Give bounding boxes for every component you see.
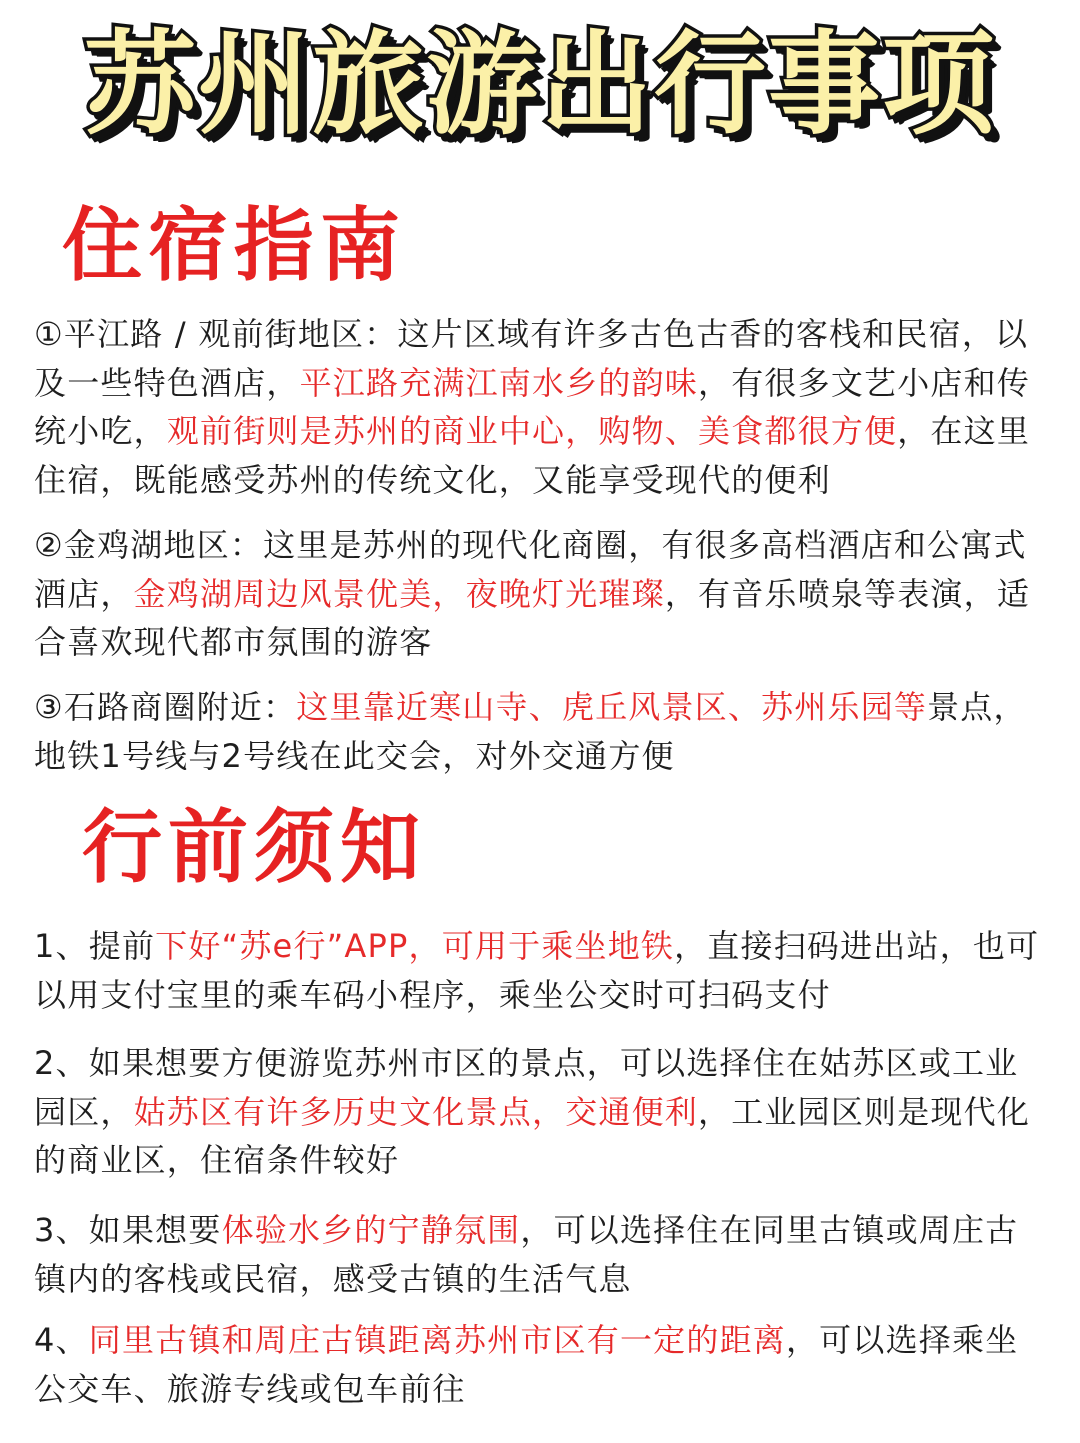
lodging-item-jinji-lake (34, 521, 1050, 667)
lodging-item-pingjiang-guanqian (34, 310, 1050, 504)
tip-item-transit-app (34, 922, 1050, 1019)
lodging-item-shilu (34, 683, 1050, 780)
section-heading-lodging: 住宿指南 (62, 199, 406, 292)
tip-item-text: ，可以选择乘坐公交车、旅游专线或包车前往 (34, 1321, 1019, 1408)
tip-item-text: 4、 (34, 1321, 89, 1359)
tip-item-water-town (34, 1206, 1050, 1303)
highlight-text: 同里古镇和周庄古镇距离苏州市区有一定的距离 (88, 1321, 786, 1359)
lodging-item-text: ，在这里住宿，既能感受苏州的传统文化，又能享受现代的便利 (34, 412, 1031, 499)
lodging-item-text: 景点，地铁1号线与2号线在此交会，对外交通方便 (34, 688, 1027, 775)
title-banner (0, 20, 1080, 150)
highlight-text: 平江路充满江南水乡的韵味 (299, 363, 699, 402)
lodging-item-text: ，有很多文艺小店和传统小吃， (34, 363, 1031, 450)
highlight-text: 这里靠近寒山寺、虎丘风景区、苏州乐园等 (296, 688, 928, 726)
tip-item-text: 2、如果想要方便游览苏州市区的景点，可以选择住在姑苏区或工业园区， (34, 1044, 1019, 1131)
lodging-item-text: ①平江路 / 观前街地区：这片区域有许多古色古香的客栈和民宿，以及一些特色酒店， (34, 315, 1029, 402)
highlight-text: 下好“苏e行”APP，可用于乘坐地铁 (155, 927, 675, 965)
highlight-text: 金鸡湖周边风景优美，夜晚灯光璀璨 (133, 574, 665, 613)
highlight-text: 姑苏区有许多历史文化景点，交通便利 (133, 1092, 699, 1131)
page-title: 苏州旅游出行事项 (84, 20, 996, 150)
tip-item-text: 3、如果想要 (34, 1211, 222, 1249)
lodging-item-text: ②金鸡湖地区：这里是苏州的现代化商圈，有很多高档酒店和公寓式酒店， (34, 526, 1027, 613)
tip-item-text: ，直接扫码进出站，也可以用支付宝里的乘车码小程序，乘坐公交时可扫码支付 (34, 927, 1040, 1014)
tip-item-text: ，工业园区则是现代化的商业区，住宿条件较好 (34, 1092, 1031, 1179)
tip-item-where-to-stay (34, 1039, 1050, 1185)
highlight-text: 观前街则是苏州的商业中心，购物、美食都很方便 (166, 412, 898, 450)
tip-item-getting-to-towns (34, 1316, 1050, 1413)
lodging-item-text: ③石路商圈附近： (34, 688, 297, 726)
lodging-item-text: ，有音乐喷泉等表演，适合喜欢现代都市氛围的游客 (34, 574, 1031, 661)
highlight-text: 体验水乡的宁静氛围 (221, 1211, 521, 1249)
section-heading-tips: 行前须知 (82, 801, 426, 894)
tip-item-text: ，可以选择住在同里古镇或周庄古镇内的客栈或民宿，感受古镇的生活气息 (34, 1211, 1019, 1298)
tip-item-text: 1、提前 (34, 927, 156, 965)
